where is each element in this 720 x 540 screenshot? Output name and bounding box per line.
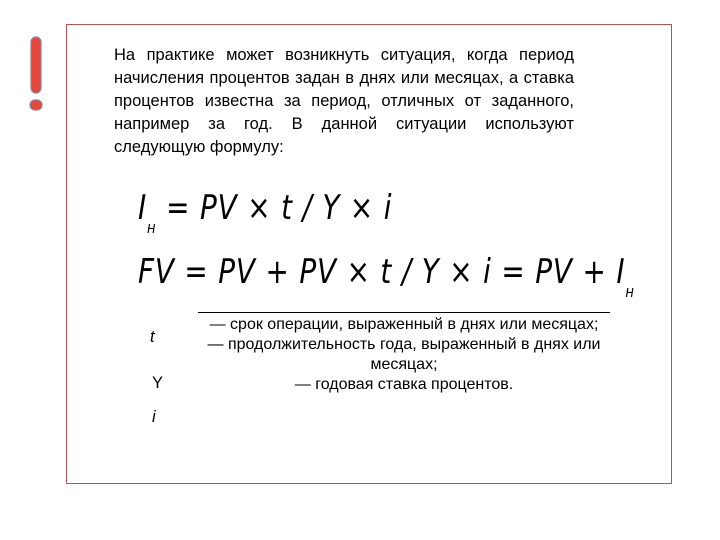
- formula-interest: [138, 188, 393, 237]
- intro-paragraph: На практике может возникнуть ситуация, когда период начисления процентов задан в днях или месяцах, а ставка процентов известна за период, отличных от заданного, например за год. В данной ситуации используют следующую формулу:: [114, 46, 574, 156]
- formula-future-value: [138, 252, 635, 301]
- formula-interest-rhs: = PV × t / Y × i: [156, 188, 393, 228]
- definition-y: — продолжительность года, выраженный в днях или месяцах;: [207, 336, 601, 373]
- definition-i: — годовая ставка процентов.: [294, 376, 514, 393]
- formula-interest-lhs-subscript: н: [147, 217, 157, 237]
- definition-t: — срок операции, выраженный в днях или месяцах;: [209, 316, 599, 333]
- definitions-divider: [198, 312, 610, 313]
- exclamation-mark-icon: [26, 36, 46, 112]
- symbol-i: i: [152, 408, 156, 426]
- formula-future-value-body: FV = PV + PV × t / Y × i = PV + I: [138, 252, 626, 292]
- definitions-list: [198, 315, 610, 395]
- symbol-t: t: [150, 328, 155, 346]
- formula-future-value-subscript: н: [625, 281, 635, 301]
- symbol-y: Y: [152, 374, 164, 392]
- formula-interest-lhs: I: [138, 188, 148, 228]
